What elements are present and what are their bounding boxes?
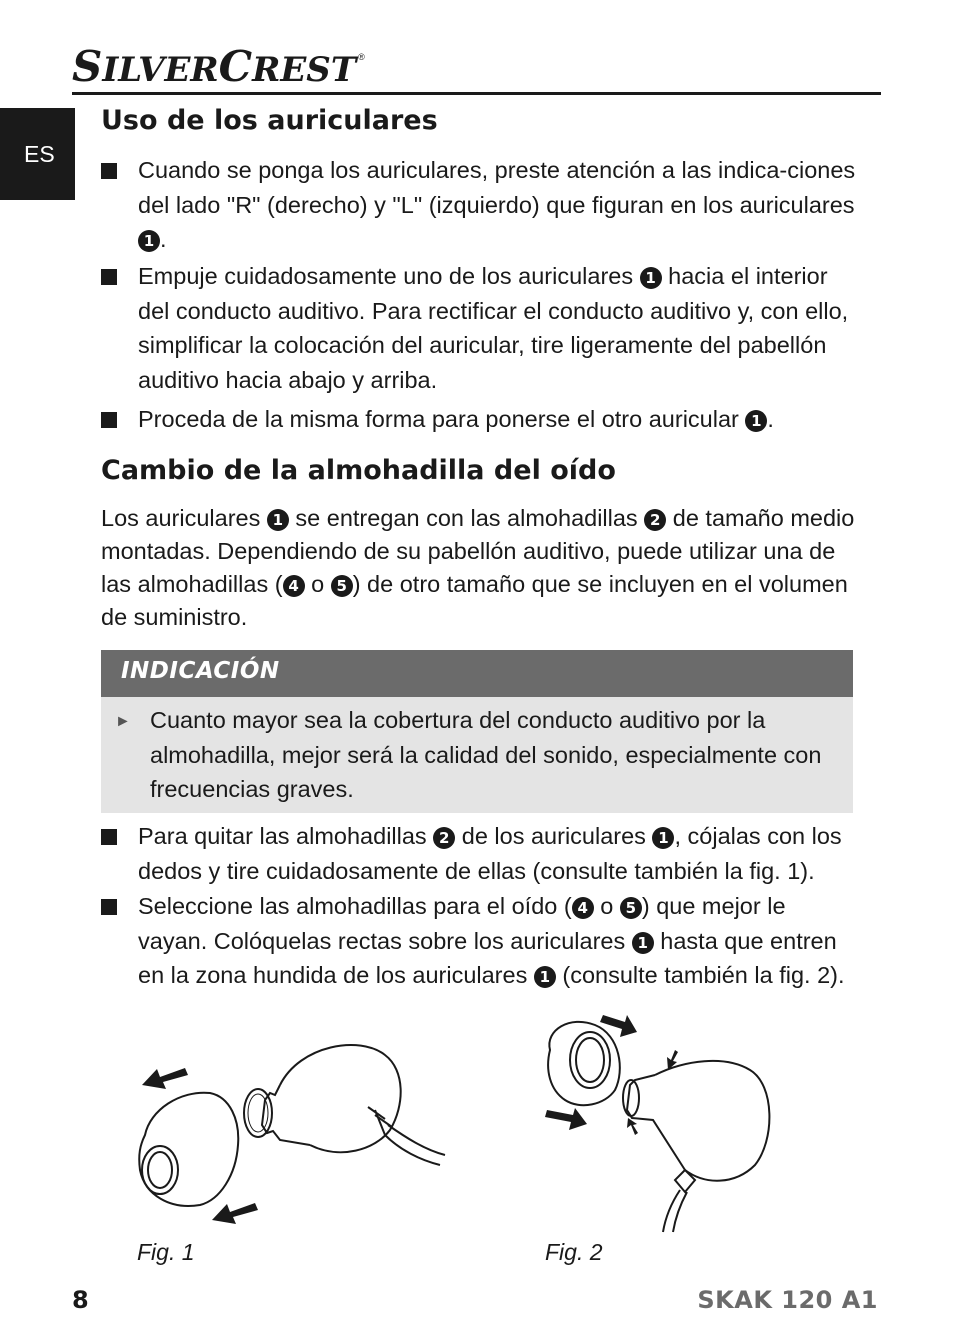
figure-2-illustration (535, 1000, 780, 1235)
arrow-icon (627, 1118, 638, 1135)
section-title-ear-tips: Cambio de la almohadilla del oído (101, 455, 616, 486)
figure-2-caption: Fig. 2 (545, 1239, 603, 1265)
note-box (101, 697, 853, 813)
ref-number-icon: 1 (745, 410, 767, 432)
note-heading: INDICACIÓN (121, 658, 280, 684)
list-item-text: Seleccione las almohadillas para el oído ( 4 o 5 ) que mejor le vayan. Colóquelas rectas sobre los auriculares 1 hasta que entren en la zona hundida de los auriculares 1 (consulte también la fig. 2). (138, 893, 845, 988)
ref-number-icon: 1 (267, 509, 289, 531)
ref-number-icon: 5 (620, 897, 642, 919)
bullet-square-icon (101, 412, 117, 428)
arrow-right-icon: ► (115, 713, 131, 730)
earphone-body (280, 1045, 401, 1152)
ref-number-icon: 1 (632, 932, 654, 954)
arrow-icon (212, 1203, 258, 1224)
bullet-square-icon (101, 163, 117, 179)
bullet-square-icon (101, 899, 117, 915)
ref-number-icon: 5 (331, 575, 353, 597)
ref-number-icon: 2 (433, 827, 455, 849)
ref-number-icon: 4 (572, 897, 594, 919)
figure-1-caption: Fig. 1 (137, 1239, 195, 1265)
language-tab: ES (0, 108, 75, 200)
ref-number-icon: 1 (652, 827, 674, 849)
ref-number-icon: 1 (640, 267, 662, 289)
registered-mark: ® (358, 52, 365, 62)
list-item-text: Cuando se ponga los auriculares, preste atención a las indica-ciones del lado "R" (derecho) y "L" (izquierdo) que figuran en los auriculares 1 . (138, 157, 856, 252)
ref-number-icon: 1 (138, 230, 160, 252)
model-number: SKAK 120 A1 (697, 1286, 878, 1314)
section-title-usage: Uso de los auriculares (101, 105, 438, 136)
figure-1-illustration (130, 1025, 450, 1235)
header-rule (72, 92, 881, 95)
list-item-text: Proceda de la misma forma para ponerse el otro auricular 1 . (138, 406, 774, 432)
arrow-icon (600, 1015, 637, 1037)
brand-wordmark: SILVERCREST (72, 42, 357, 91)
ref-number-icon: 4 (283, 575, 305, 597)
ref-number-icon: 2 (644, 509, 666, 531)
brand-logo (72, 42, 365, 92)
arrow-icon (142, 1068, 188, 1089)
list-item-text: Empuje cuidadosamente uno de los auriculares 1 hacia el interior del conducto auditivo. Para rectificar el conducto auditivo y, con ello, simplificar la colocación del auricular, tire ligeramente del pabellón auditivo hacia abajo y arriba. (138, 263, 849, 393)
ref-number-icon: 1 (534, 966, 556, 988)
bullet-square-icon (101, 269, 117, 285)
intro-paragraph: Los auriculares 1 se entregan con las almohadillas 2 de tamaño medio montadas. Dependiendo de su pabellón auditivo, puede utilizar una de las almohadillas ( 4 o 5 ) de otro tamaño que se incluyen en el volumen de suministro. (101, 505, 855, 630)
page-number: 8 (72, 1286, 89, 1314)
bullet-square-icon (101, 829, 117, 845)
note-text: Cuanto mayor sea la cobertura del conducto auditivo por la almohadilla, mejor será la calidad del sonido, especialmente con frecuencias graves. (150, 707, 822, 802)
list-item-text: Para quitar las almohadillas 2 de los auriculares 1 , cójalas con los dedos y tire cuidadosamente de ellas (consulte también la fig. 1). (138, 823, 842, 884)
note-header (101, 650, 853, 697)
arrow-icon (545, 1108, 587, 1130)
